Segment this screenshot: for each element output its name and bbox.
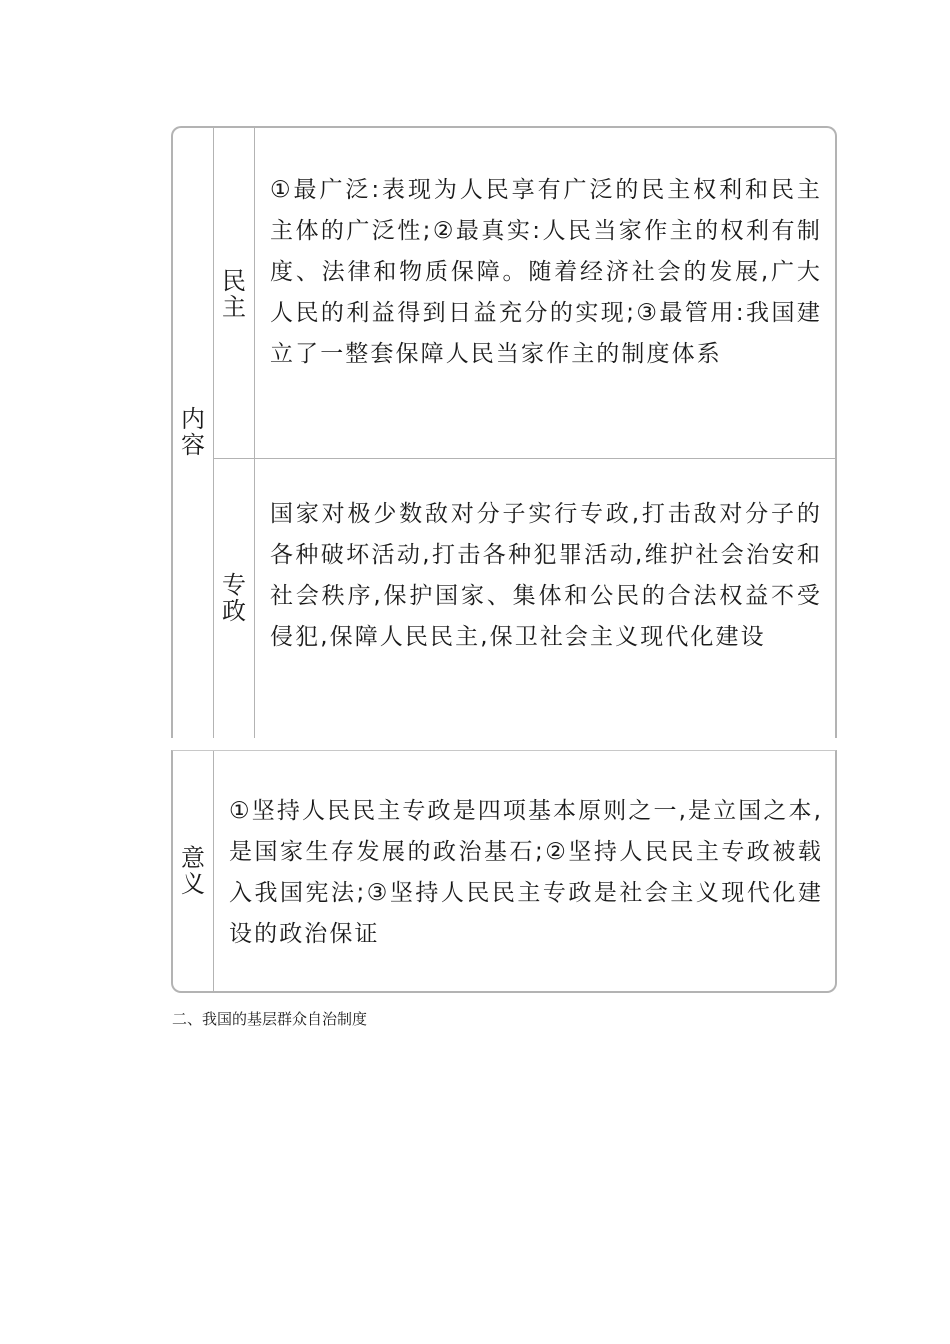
column-divider-left [213, 128, 214, 738]
meaning-section-label: 意义 [181, 844, 205, 898]
section-heading: 二、我国的基层群众自治制度 [172, 1010, 368, 1028]
column-divider-right [254, 128, 255, 738]
meaning-text: ①坚持人民民主专政是四项基本原则之一,是立国之本,是国家生存发展的政治基石;②坚持人民民主专政被载入我国宪法;③坚持人民民主专政是社会主义现代化建设的政治保证 [229, 798, 823, 947]
row-divider [214, 458, 835, 459]
democracy-row-text: ①最广泛:表现为人民享有广泛的民主权利和民主主体的广泛性;②最真实:人民当家作主的权利有制度、法律和物质保障。随着经济社会的发展,广大人民的利益得到日益充分的实现;③最管用:我国建立了一整套保障人民当家作主的制度体系 [270, 177, 822, 367]
meaning-column-divider [213, 751, 214, 991]
content-table [171, 126, 837, 738]
meaning-table [171, 750, 837, 993]
democracy-row-label: 民主 [222, 267, 246, 321]
dictatorship-row-text: 国家对极少数敌对分子实行专政,打击敌对分子的各种破坏活动,打击各种犯罪活动,维护社会治安和社会秩序,保护国家、集体和公民的合法权益不受侵犯,保障人民民主,保卫社会主义现代化建设 [270, 501, 822, 650]
content-section-label: 内容 [181, 405, 205, 459]
dictatorship-row-label: 专政 [222, 571, 246, 625]
